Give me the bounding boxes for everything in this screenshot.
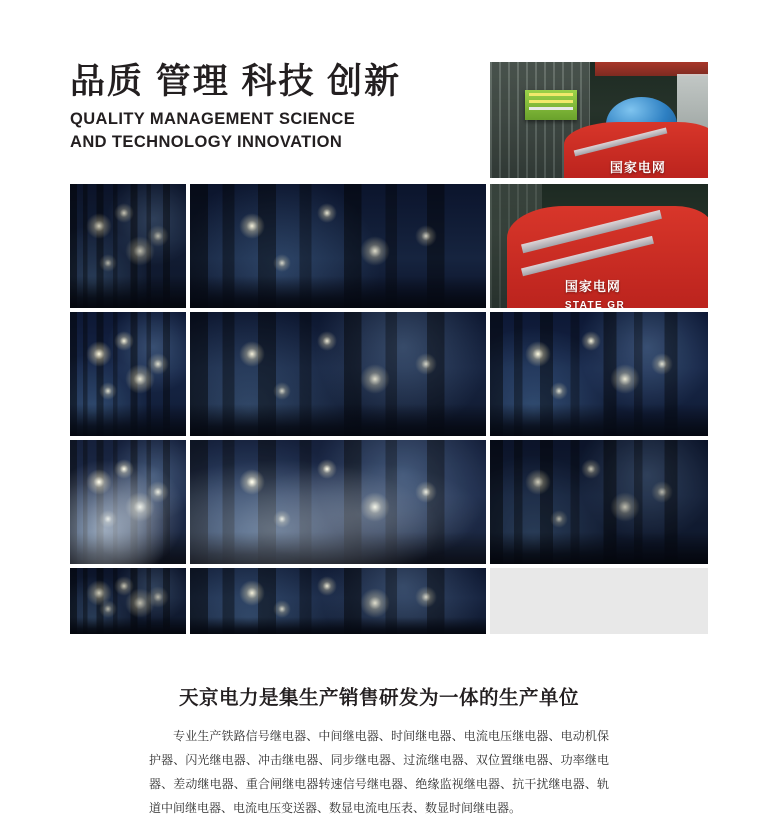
photo-plant-pipes bbox=[190, 440, 486, 564]
photo-plant-steam bbox=[70, 440, 186, 564]
photo-refinery-2 bbox=[70, 312, 186, 436]
worker-vest-art bbox=[490, 184, 708, 308]
photo-refinery-1 bbox=[70, 184, 186, 308]
vest-caption-cn: 国家电网 bbox=[564, 279, 621, 295]
red-safety-vest bbox=[564, 122, 708, 178]
page-subtitle: QUALITY MANAGEMENT SCIENCE AND TECHNOLOGY INNOVATION bbox=[70, 110, 356, 151]
photo-grid bbox=[70, 62, 708, 634]
photo-bottom-center bbox=[190, 568, 486, 634]
red-safety-vest bbox=[507, 206, 708, 308]
steam-overlay bbox=[70, 440, 186, 564]
photo-bottom-left bbox=[70, 568, 186, 634]
green-equipment-box bbox=[525, 90, 577, 120]
vest-caption-cn: 国家电网 bbox=[609, 160, 666, 176]
section-body: 专业生产铁路信号继电器、中间继电器、时间继电器、电流电压继电器、电动机保护器、闪光继电器、冲击继电器、同步继电器、过流继电器、双位置继电器、功率继电器、差动继电器、重合闸继电器转速信号继电器、绝缘监视继电器、抗干扰继电器、轨道中间继电器、电流电压变送器、数显电流电压表、数显时间继电器。 bbox=[149, 729, 609, 815]
blank-placeholder bbox=[490, 568, 708, 634]
photo-refinery-4 bbox=[490, 312, 708, 436]
vest-caption-en: STATE GR bbox=[564, 299, 626, 308]
photo-chimney-plant bbox=[190, 184, 486, 308]
worker-photo-art bbox=[490, 62, 708, 178]
reflective-stripe bbox=[574, 127, 667, 155]
photo-refinery-3 bbox=[190, 312, 486, 436]
photo-worker-helmet bbox=[490, 62, 708, 178]
bottom-section bbox=[0, 682, 758, 820]
steam-overlay bbox=[190, 440, 486, 564]
page-title: 品质 管理 科技 创新 bbox=[70, 62, 402, 101]
section-title: 天京电力是集生产销售研发为一体的生产单位 bbox=[178, 687, 579, 709]
photo-worker-vest-closeup bbox=[490, 184, 708, 308]
photo-plant-lights bbox=[490, 440, 708, 564]
